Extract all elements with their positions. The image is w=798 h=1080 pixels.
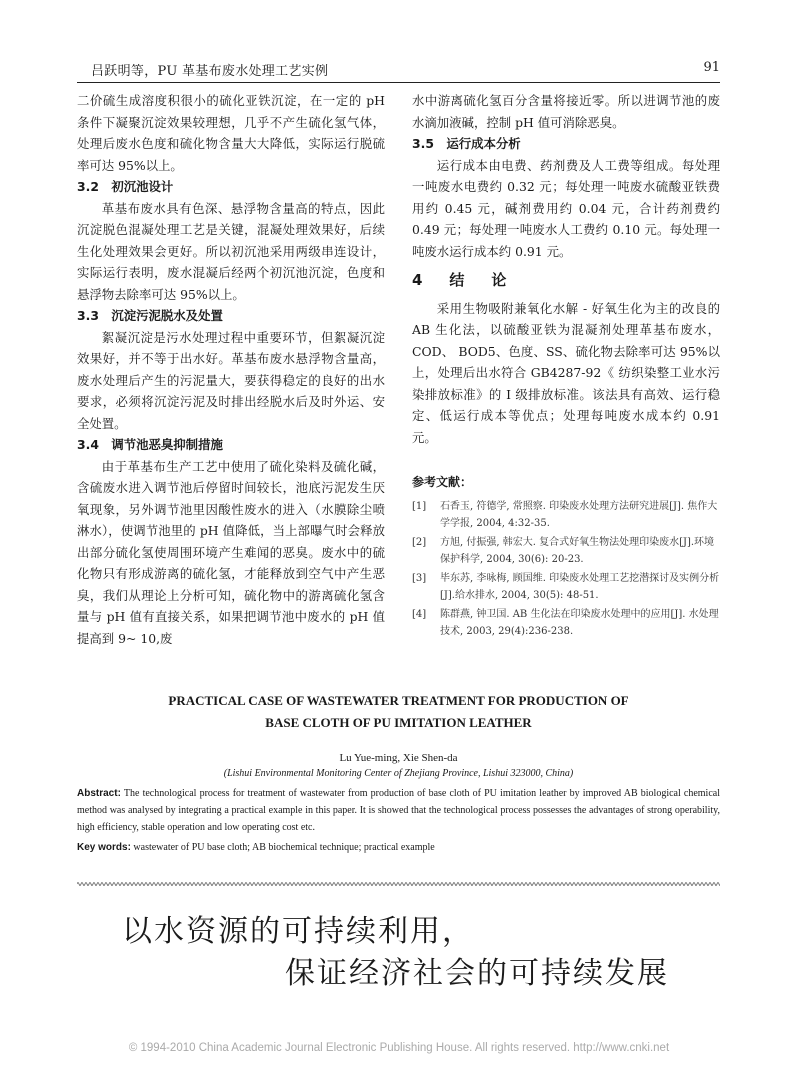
- reference-number: [1]: [412, 500, 427, 512]
- page-number: 91: [703, 60, 720, 75]
- reference-item: [412, 570, 720, 604]
- reference-item: [412, 606, 720, 640]
- reference-text: 方旭, 付振强, 韩宏大. 复合式好氧生物法处理印染废水[J].环境保护科学, 2004, 30(6): 20-23.: [440, 536, 715, 565]
- left-column: [77, 90, 385, 649]
- keywords-text: wastewater of PU base cloth; AB biochemical technique; practical example: [133, 842, 435, 853]
- english-abstract: [77, 785, 720, 836]
- running-title: 吕跃明等，PU 革基布废水处理工艺实例: [91, 64, 329, 79]
- right-column: [412, 90, 720, 642]
- section-3-4-heading: 3.4 调节池恶臭抑制措施: [77, 437, 223, 452]
- section-3-5-text: 运行成本由电费、药剂费及人工费等组成。每处理一吨废水电费约 0.32 元；每处理一吨废水硫酸亚铁费用约 0.45 元，碱剂费用约 0.04 元，合计药剂费约 0.49 元；每处理一吨废水人工费约 0.10 元。每处理一吨废水运行成本约 0.91 元。: [412, 157, 720, 259]
- reference-text: 毕东苏, 李咏梅, 顾国维. 印染废水处理工艺挖潜探讨及实例分析[J].给水排水, 2004, 30(5): 48-51.: [440, 572, 720, 601]
- english-keywords: [77, 839, 720, 856]
- section-3-3-text: 絮凝沉淀是污水处理过程中重要环节，但絮凝沉淀效果好，并不等于出水好。革基布废水悬浮物含量高，废水处理后产生的污泥量大，要获得稳定的良好的出水要求，必须将沉淀污泥及时排出经脱水后及时外运、安全处置。: [77, 329, 385, 431]
- keywords-label: Key words:: [77, 842, 131, 853]
- english-authors: Lu Yue-ming, Xie Shen-da: [339, 752, 458, 764]
- abstract-text: The technological process for treatment of wastewater from production of base cloth of PU imitation leather by improved AB biological chemical method was analysed by integrating a practical example in this paper. It is showed that the technological process possesses the advantages of strong operability, high efficiency, stable operation and low operating cost etc.: [77, 788, 720, 833]
- wavy-divider: [77, 880, 720, 888]
- reference-text: 陈群燕, 钟卫国. AB 生化法在印染废水处理中的应用[J]. 水处理技术, 2003, 29(4):236-238.: [440, 608, 719, 637]
- reference-item: [412, 534, 720, 568]
- english-title-line-1: PRACTICAL CASE OF WASTEWATER TREATMENT FOR PRODUCTION OF: [168, 693, 629, 708]
- reference-number: [2]: [412, 536, 427, 548]
- english-affiliation: (Lishui Environmental Monitoring Center of Zhejiang Province, Lishui 323000, China): [223, 768, 574, 779]
- section-3-2-heading: 3.2 初沉池设计: [77, 179, 174, 194]
- section-4-text: 采用生物吸附兼氧化水解 - 好氧生化为主的改良的 AB 生化法，以硫酸亚铁为混凝剂处理革基布废水，COD、 BOD5、色度、SS、硫化物去除率可达 95%以上，处理后出水符合 GB4287-92《 纺织染整工业水污染排放标准》的 I 级排放标准。该法具有高效、运行稳定、低运行成本等优点；处理每吨废水成本约 0.91 元。: [412, 300, 720, 445]
- section-3-3-heading: 3.3 沉淀污泥脱水及处置: [77, 308, 223, 323]
- slogan-line-2: 保证经济社会的可持续发展: [285, 956, 669, 991]
- section-3-4-text: 由于革基布生产工艺中使用了硫化染料及硫化碱，含硫废水进入调节池后停留时间较长，池底污泥发生厌氧现象，另外调节池里因酸性废水的进入（水膜除尘喷淋水），使调节池里的 pH 值降低，当上部曝气时会释放出部分硫化氢使周围环境产生难闻的恶臭。废水中的硫化物只有形成游离的硫化氢，才能释放到空气中产生恶臭，我们从理论上分析可知，硫化物中的游离硫化氢含量与 pH 值有直接关系，如果把调节池中废水的 pH 值提高到 9~ 10,废: [77, 458, 385, 646]
- paragraph-continued: 二价硫生成溶度积很小的硫化亚铁沉淀，在一定的 pH 条件下凝聚沉淀效果较理想，几乎不产生硫化氢气体，处理后废水色度和硫化物含量大大降低，实际运行脱硫率可达 95%以上。: [77, 93, 385, 173]
- references-heading: 参考文献：: [412, 475, 473, 489]
- abstract-label: Abstract:: [77, 788, 121, 799]
- reference-text: 石香玉, 符德学, 常照察. 印染废水处理方法研究进展[J]. 焦作大学学报, 2004, 4:32-35.: [440, 500, 718, 529]
- reference-number: [4]: [412, 608, 427, 620]
- reference-number: [3]: [412, 572, 427, 584]
- slogan-line-1: 以水资源的可持续利用，: [122, 914, 474, 949]
- paragraph-continued-right: 水中游离硫化氢百分含量将接近零。所以进调节池的废水滴加液碱，控制 pH 值可消除恶臭。: [412, 93, 720, 130]
- section-4-heading: 4 结 论: [412, 271, 513, 289]
- copyright-footer: © 1994-2010 China Academic Journal Electronic Publishing House. All rights reserved. http://www.cnki.net: [128, 1042, 670, 1054]
- reference-item: [412, 498, 720, 532]
- english-title-line-2: BASE CLOTH OF PU IMITATION LEATHER: [265, 715, 532, 730]
- running-header: [77, 60, 720, 83]
- english-abstract-block: [77, 690, 720, 856]
- section-3-5-heading: 3.5 运行成本分析: [412, 136, 521, 151]
- section-3-2-text: 革基布废水具有色深、悬浮物含量高的特点，因此沉淀脱色混凝处理工艺是关键，混凝处理效果好，后续生化处理效果会更好。所以初沉池采用两级串连设计，实际运行表明，废水混凝后经两个初沉池沉淀，色度和悬浮物去除率可达 95%以上。: [77, 200, 385, 302]
